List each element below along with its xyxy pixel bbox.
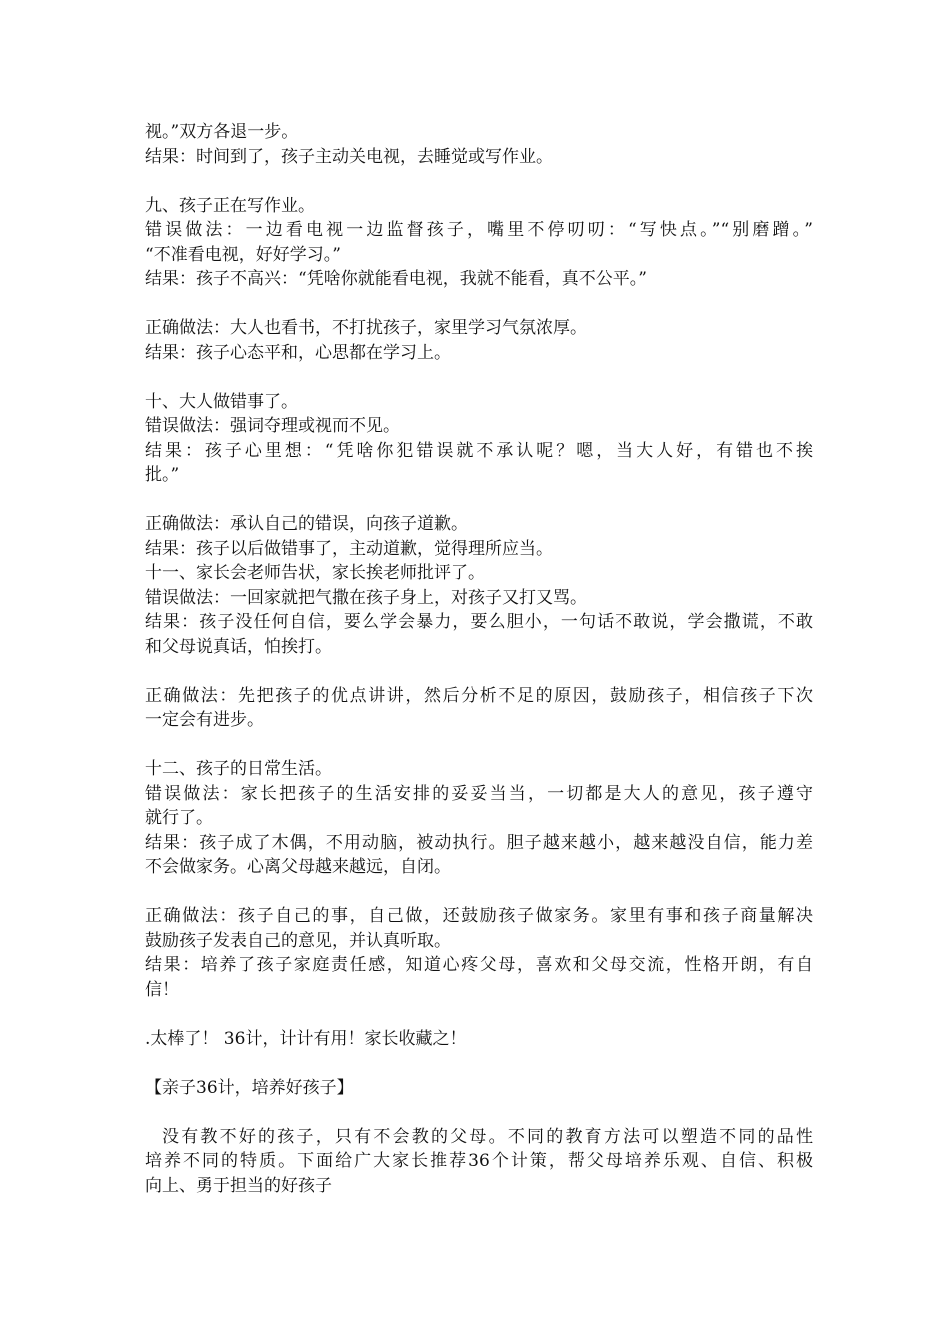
text-line: 结果：孩子心态平和，心思都在学习上。	[145, 342, 451, 363]
text-line: 就行了。	[145, 808, 213, 828]
text-line: 正确做法：先把孩子的优点讲讲，然后分析不足的原因，鼓励孩子，相信孩子下次	[145, 685, 813, 706]
promo-line: .太棒了！ 36计，计计有用！家长收藏之！	[145, 1028, 467, 1049]
section-title: 【亲子36计，培养好孩子】	[145, 1077, 354, 1098]
section-heading: 十二、孩子的日常生活。	[145, 759, 332, 779]
blank-line	[145, 1051, 813, 1076]
text-line: 正确做法：承认自己的错误，向孩子道歉。	[145, 514, 468, 534]
blank-line	[145, 733, 813, 758]
section-heading: 十、大人做错事了。	[145, 391, 298, 412]
text-line: 错误做法：一边看电视一边监督孩子，嘴里不停叨叨：“写快点。”“别磨蹭。”	[145, 220, 813, 240]
text-line: 结果：孩子以后做错事了，主动道歉，觉得理所应当。	[145, 538, 553, 559]
blank-line	[145, 169, 813, 194]
text-line: 鼓励孩子发表自己的意见，并认真听取。	[145, 930, 451, 951]
text-line: 结果：孩子心里想：“凭啥你犯错误就不承认呢？嗯，当大人好，有错也不挨	[145, 440, 813, 461]
text-line: 一定会有进步。	[145, 710, 264, 730]
text-line: 结果：时间到了，孩子主动关电视，去睡觉或写作业。	[145, 146, 553, 167]
blank-line	[145, 1002, 813, 1027]
text-line: 向上、勇于担当的好孩子	[145, 1175, 332, 1196]
text-line: 和父母说真话，怕挨打。	[145, 636, 332, 657]
text-line: 结果：培养了孩子家庭责任感，知道心疼父母，喜欢和父母交流，性格开朗，有自	[145, 955, 813, 975]
section-heading: 十一、家长会老师告状，家长挨老师批评了。	[145, 563, 485, 583]
blank-line	[145, 1100, 813, 1125]
text-line: 错误做法：一回家就把气撒在孩子身上，对孩子又打又骂。	[145, 587, 587, 608]
blank-line	[145, 292, 813, 317]
text-line: 正确做法：大人也看书，不打扰孩子，家里学习气氛浓厚。	[145, 318, 587, 338]
text-line: 没有教不好的孩子，只有不会教的父母。不同的教育方法可以塑造不同的品性	[162, 1126, 813, 1147]
text-line: 正确做法：孩子自己的事，自己做，还鼓励孩子做家务。家里有事和孩子商量解决	[145, 906, 813, 926]
blank-line	[145, 659, 813, 684]
text-line: 结果：孩子成了木偶，不用动脑，被动执行。胆子越来越小，越来越没自信，能力差	[145, 832, 813, 853]
text-line: 视。”双方各退一步。	[145, 122, 299, 142]
blank-line	[145, 365, 813, 390]
section-heading: 九、孩子正在写作业。	[145, 195, 315, 216]
text-line: “不准看电视，好好学习。”	[145, 244, 341, 265]
text-line: 错误做法：家长把孩子的生活安排的妥妥当当，一切都是大人的意见，孩子遵守	[145, 783, 813, 804]
blank-line	[145, 880, 813, 905]
text-line: 不会做家务。心离父母越来越远，自闭。	[145, 857, 451, 877]
text-line: 培养不同的特质。下面给广大家长推荐36个计策，帮父母培养乐观、自信、积极	[145, 1151, 813, 1171]
blank-line	[145, 488, 813, 513]
text-line: 错误做法：强词夺理或视而不见。	[145, 416, 400, 436]
document-page	[145, 120, 813, 1198]
text-line: 批。”	[145, 465, 180, 485]
text-line: 信！	[145, 979, 179, 1000]
text-line: 结果：孩子不高兴：“凭啥你就能看电视，我就不能看，真不公平。”	[145, 269, 647, 289]
text-line: 结果：孩子没任何自信，要么学会暴力，要么胆小，一句话不敢说，学会撒谎，不敢	[145, 612, 813, 632]
